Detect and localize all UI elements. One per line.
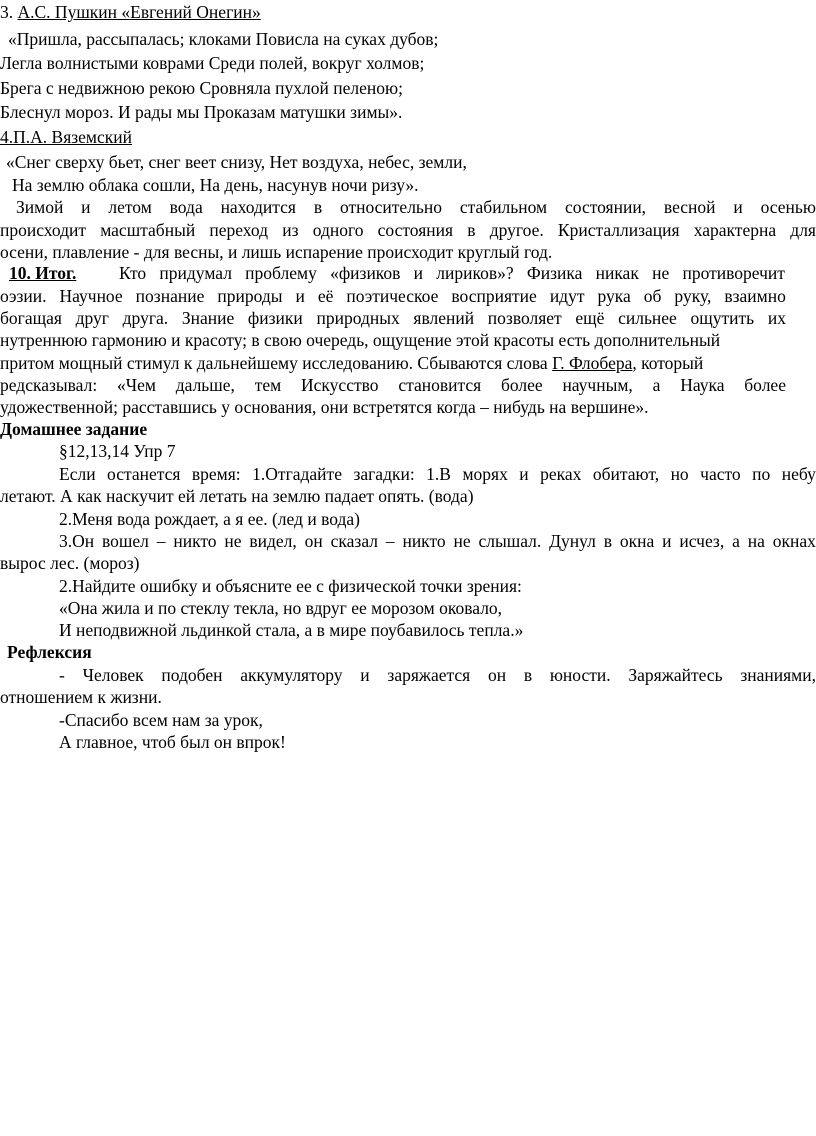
riddle-line-5: вырос лес. (мороз) bbox=[0, 553, 140, 573]
summary-line-5-start: притом мощный стимул к дальнейшему исследованию. Сбываются слова bbox=[0, 353, 553, 373]
word: никто bbox=[173, 531, 217, 551]
word: познание bbox=[135, 286, 205, 306]
word: он bbox=[487, 665, 507, 685]
riddle-line-3: 2.Меня вода рождает, а я ее. (лед и вода) bbox=[59, 509, 360, 529]
word: более bbox=[744, 375, 786, 395]
homework-assignment: §12,13,14 Упр 7 bbox=[59, 441, 176, 461]
word: Кто bbox=[119, 263, 147, 283]
summary-line-3 bbox=[0, 307, 786, 329]
word: переход bbox=[209, 220, 269, 240]
word: физики bbox=[247, 308, 303, 328]
word: ощутить bbox=[690, 308, 755, 328]
word: их bbox=[767, 308, 786, 328]
word: часто bbox=[700, 464, 741, 484]
pushkin-poem-line-4: Блеснул мороз. И рады мы Проказам матушки зимы». bbox=[0, 102, 403, 122]
reflection-line-4: А главное, чтоб был он впрок! bbox=[59, 732, 286, 752]
word: одного bbox=[312, 220, 364, 240]
word: вода bbox=[169, 197, 203, 217]
word: состояния bbox=[377, 220, 454, 240]
word: весной bbox=[663, 197, 716, 217]
word: сказал bbox=[330, 531, 378, 551]
word: а bbox=[732, 531, 740, 551]
word: в bbox=[467, 220, 476, 240]
word: видел, bbox=[249, 531, 297, 551]
word: происходит bbox=[0, 220, 87, 240]
word: Зимой bbox=[16, 197, 64, 217]
riddle-line-1 bbox=[59, 463, 816, 485]
word: подобен bbox=[161, 665, 223, 685]
word: знаниями, bbox=[740, 665, 816, 685]
word: осенью bbox=[760, 197, 816, 217]
homework-heading: Домашнее задание bbox=[0, 419, 148, 439]
section-4-heading: 4.П.А. Вяземский bbox=[0, 127, 133, 147]
word: вошел bbox=[102, 531, 149, 551]
summary-line-4: нутреннюю гармонию и красоту; в свою очередь, ощущение этой красоты есть дополнительный bbox=[0, 330, 721, 350]
vyazemsky-poem-line-1: «Снег сверху бьет, снег веет снизу, Нет воздуха, небес, земли, bbox=[6, 152, 467, 172]
word: никто bbox=[402, 531, 446, 551]
section-3-heading bbox=[0, 1, 261, 23]
word: природных bbox=[316, 308, 400, 328]
word: дальше, bbox=[175, 375, 235, 395]
word: юности. bbox=[549, 665, 611, 685]
word: сильнее bbox=[618, 308, 677, 328]
riddle-line-7: «Она жила и по стеклу текла, но вдруг ее морозом оковало, bbox=[59, 598, 503, 618]
word: «физиков bbox=[330, 263, 401, 283]
summary-line-1 bbox=[119, 262, 785, 284]
summary-line-5 bbox=[0, 352, 703, 374]
word: об bbox=[643, 286, 662, 306]
riddle-line-6: 2.Найдите ошибку и объясните ее с физической точки зрения: bbox=[59, 576, 522, 596]
word: не bbox=[224, 531, 242, 551]
word: летом bbox=[108, 197, 152, 217]
word: Если bbox=[59, 464, 96, 484]
word: друга. bbox=[122, 308, 169, 328]
word: редсказывал: bbox=[0, 375, 98, 395]
word: идут bbox=[549, 286, 585, 306]
word: но bbox=[670, 464, 689, 484]
pushkin-poem-line-1: «Пришла, рассыпалась; клоками Повисла на суках дубов; bbox=[8, 29, 439, 49]
word: Дунул bbox=[549, 531, 596, 551]
word: реках bbox=[540, 464, 582, 484]
word: восприятие bbox=[451, 286, 537, 306]
summary-line-7: удожественной; расставшись у основания, они встретятся когда – нибудь на вершине». bbox=[0, 397, 649, 417]
vyazemsky-poem-line-2: На землю облака сошли, На день, насунув ночи ризу». bbox=[12, 175, 419, 195]
word: окна bbox=[619, 531, 655, 551]
word: богащая bbox=[0, 308, 62, 328]
word: находится bbox=[220, 197, 296, 217]
word: для bbox=[790, 220, 816, 240]
word: Искусство bbox=[301, 375, 379, 395]
word: а bbox=[652, 375, 661, 395]
word: тем bbox=[254, 375, 282, 395]
word: Знание bbox=[181, 308, 235, 328]
word: – bbox=[385, 531, 395, 551]
word: по bbox=[752, 464, 771, 484]
word: он bbox=[304, 531, 323, 551]
word: на bbox=[747, 531, 765, 551]
summary-line-6 bbox=[0, 374, 786, 396]
water-paragraph-line-3: осени, плавление - для весны, и лишь испарение происходит круглый год. bbox=[0, 242, 553, 262]
word: из bbox=[282, 220, 299, 240]
water-paragraph-line-1 bbox=[16, 196, 816, 218]
word: не bbox=[652, 263, 670, 283]
word: Кристаллизация bbox=[557, 220, 680, 240]
word: морях bbox=[462, 464, 508, 484]
section-3-number: 3. bbox=[0, 2, 18, 22]
word: и bbox=[81, 197, 91, 217]
word: характерна bbox=[693, 220, 777, 240]
word: загадки: bbox=[353, 464, 415, 484]
word: время: bbox=[191, 464, 241, 484]
riddle-line-8: И неподвижной льдинкой стала, а в мире поубавилось тепла.» bbox=[59, 620, 524, 640]
word: и bbox=[295, 286, 305, 306]
word: не bbox=[453, 531, 471, 551]
word: придумал bbox=[159, 263, 232, 283]
word: в bbox=[523, 665, 533, 685]
word: друг bbox=[75, 308, 109, 328]
riddle-line-2: летают. А как наскучит ей летать на землю падает опять. (вода) bbox=[0, 486, 474, 506]
word: научным, bbox=[562, 375, 633, 395]
word: рука bbox=[597, 286, 631, 306]
summary-line-5-end: , который bbox=[632, 353, 704, 373]
word: более bbox=[500, 375, 543, 395]
word: и bbox=[733, 197, 743, 217]
flaubert-link[interactable]: Г. Флобера bbox=[552, 353, 633, 373]
word: природы bbox=[217, 286, 283, 306]
word: стабильном bbox=[459, 197, 548, 217]
word: ещё bbox=[575, 308, 605, 328]
word: относительно bbox=[339, 197, 443, 217]
word: в bbox=[603, 531, 613, 551]
word: 1.В bbox=[426, 464, 451, 484]
word: и bbox=[360, 665, 370, 685]
word: аккумулятору bbox=[240, 665, 343, 685]
word: в bbox=[313, 197, 323, 217]
word: становится bbox=[398, 375, 482, 395]
word: противоречит bbox=[682, 263, 785, 283]
word: позволяет bbox=[487, 308, 562, 328]
word: Физика bbox=[526, 263, 583, 283]
reflection-heading: Рефлексия bbox=[7, 642, 92, 662]
word: небу bbox=[781, 464, 816, 484]
reflection-line-3: -Спасибо всем нам за урок, bbox=[59, 710, 263, 730]
word: взаимно bbox=[724, 286, 786, 306]
word: 1.Отгадайте bbox=[252, 464, 342, 484]
word: заряжается bbox=[387, 665, 471, 685]
pushkin-poem-line-2: Легла волнистыми коврами Среди полей, вокруг холмов; bbox=[0, 53, 425, 73]
word: Заряжайтесь bbox=[628, 665, 723, 685]
word: никак bbox=[595, 263, 639, 283]
word: лириков»? bbox=[436, 263, 514, 283]
word: окнах bbox=[772, 531, 816, 551]
word: Наука bbox=[680, 375, 725, 395]
summary-label: 10. Итог. bbox=[9, 263, 77, 283]
word: Человек bbox=[82, 665, 144, 685]
word: проблему bbox=[245, 263, 317, 283]
word: состоянии, bbox=[564, 197, 647, 217]
summary-line-2 bbox=[0, 285, 786, 307]
word: - bbox=[59, 665, 65, 685]
word: оэзии. bbox=[0, 286, 47, 306]
riddle-line-4 bbox=[59, 530, 816, 552]
word: её bbox=[317, 286, 334, 306]
word: и bbox=[662, 531, 672, 551]
word: 3.Он bbox=[59, 531, 95, 551]
word: и bbox=[519, 464, 529, 484]
word: другое. bbox=[489, 220, 544, 240]
word: масштабный bbox=[100, 220, 196, 240]
word: Научное bbox=[59, 286, 123, 306]
word: «Чем bbox=[116, 375, 156, 395]
water-paragraph-line-2 bbox=[0, 219, 816, 241]
word: исчез, bbox=[679, 531, 725, 551]
reflection-line-1 bbox=[59, 664, 816, 686]
word: обитают, bbox=[592, 464, 660, 484]
word: слышал. bbox=[478, 531, 542, 551]
section-3-title: А.С. Пушкин «Евгений Онегин» bbox=[17, 2, 261, 22]
word: явлений bbox=[413, 308, 475, 328]
word: руку, bbox=[674, 286, 712, 306]
pushkin-poem-line-3: Брега с недвижною рекою Сровняла пухлой пеленою; bbox=[0, 78, 403, 98]
word: и bbox=[413, 263, 424, 283]
word: останется bbox=[107, 464, 181, 484]
reflection-line-2: отношением к жизни. bbox=[0, 687, 162, 707]
word: поэтическое bbox=[346, 286, 439, 306]
word: – bbox=[156, 531, 166, 551]
